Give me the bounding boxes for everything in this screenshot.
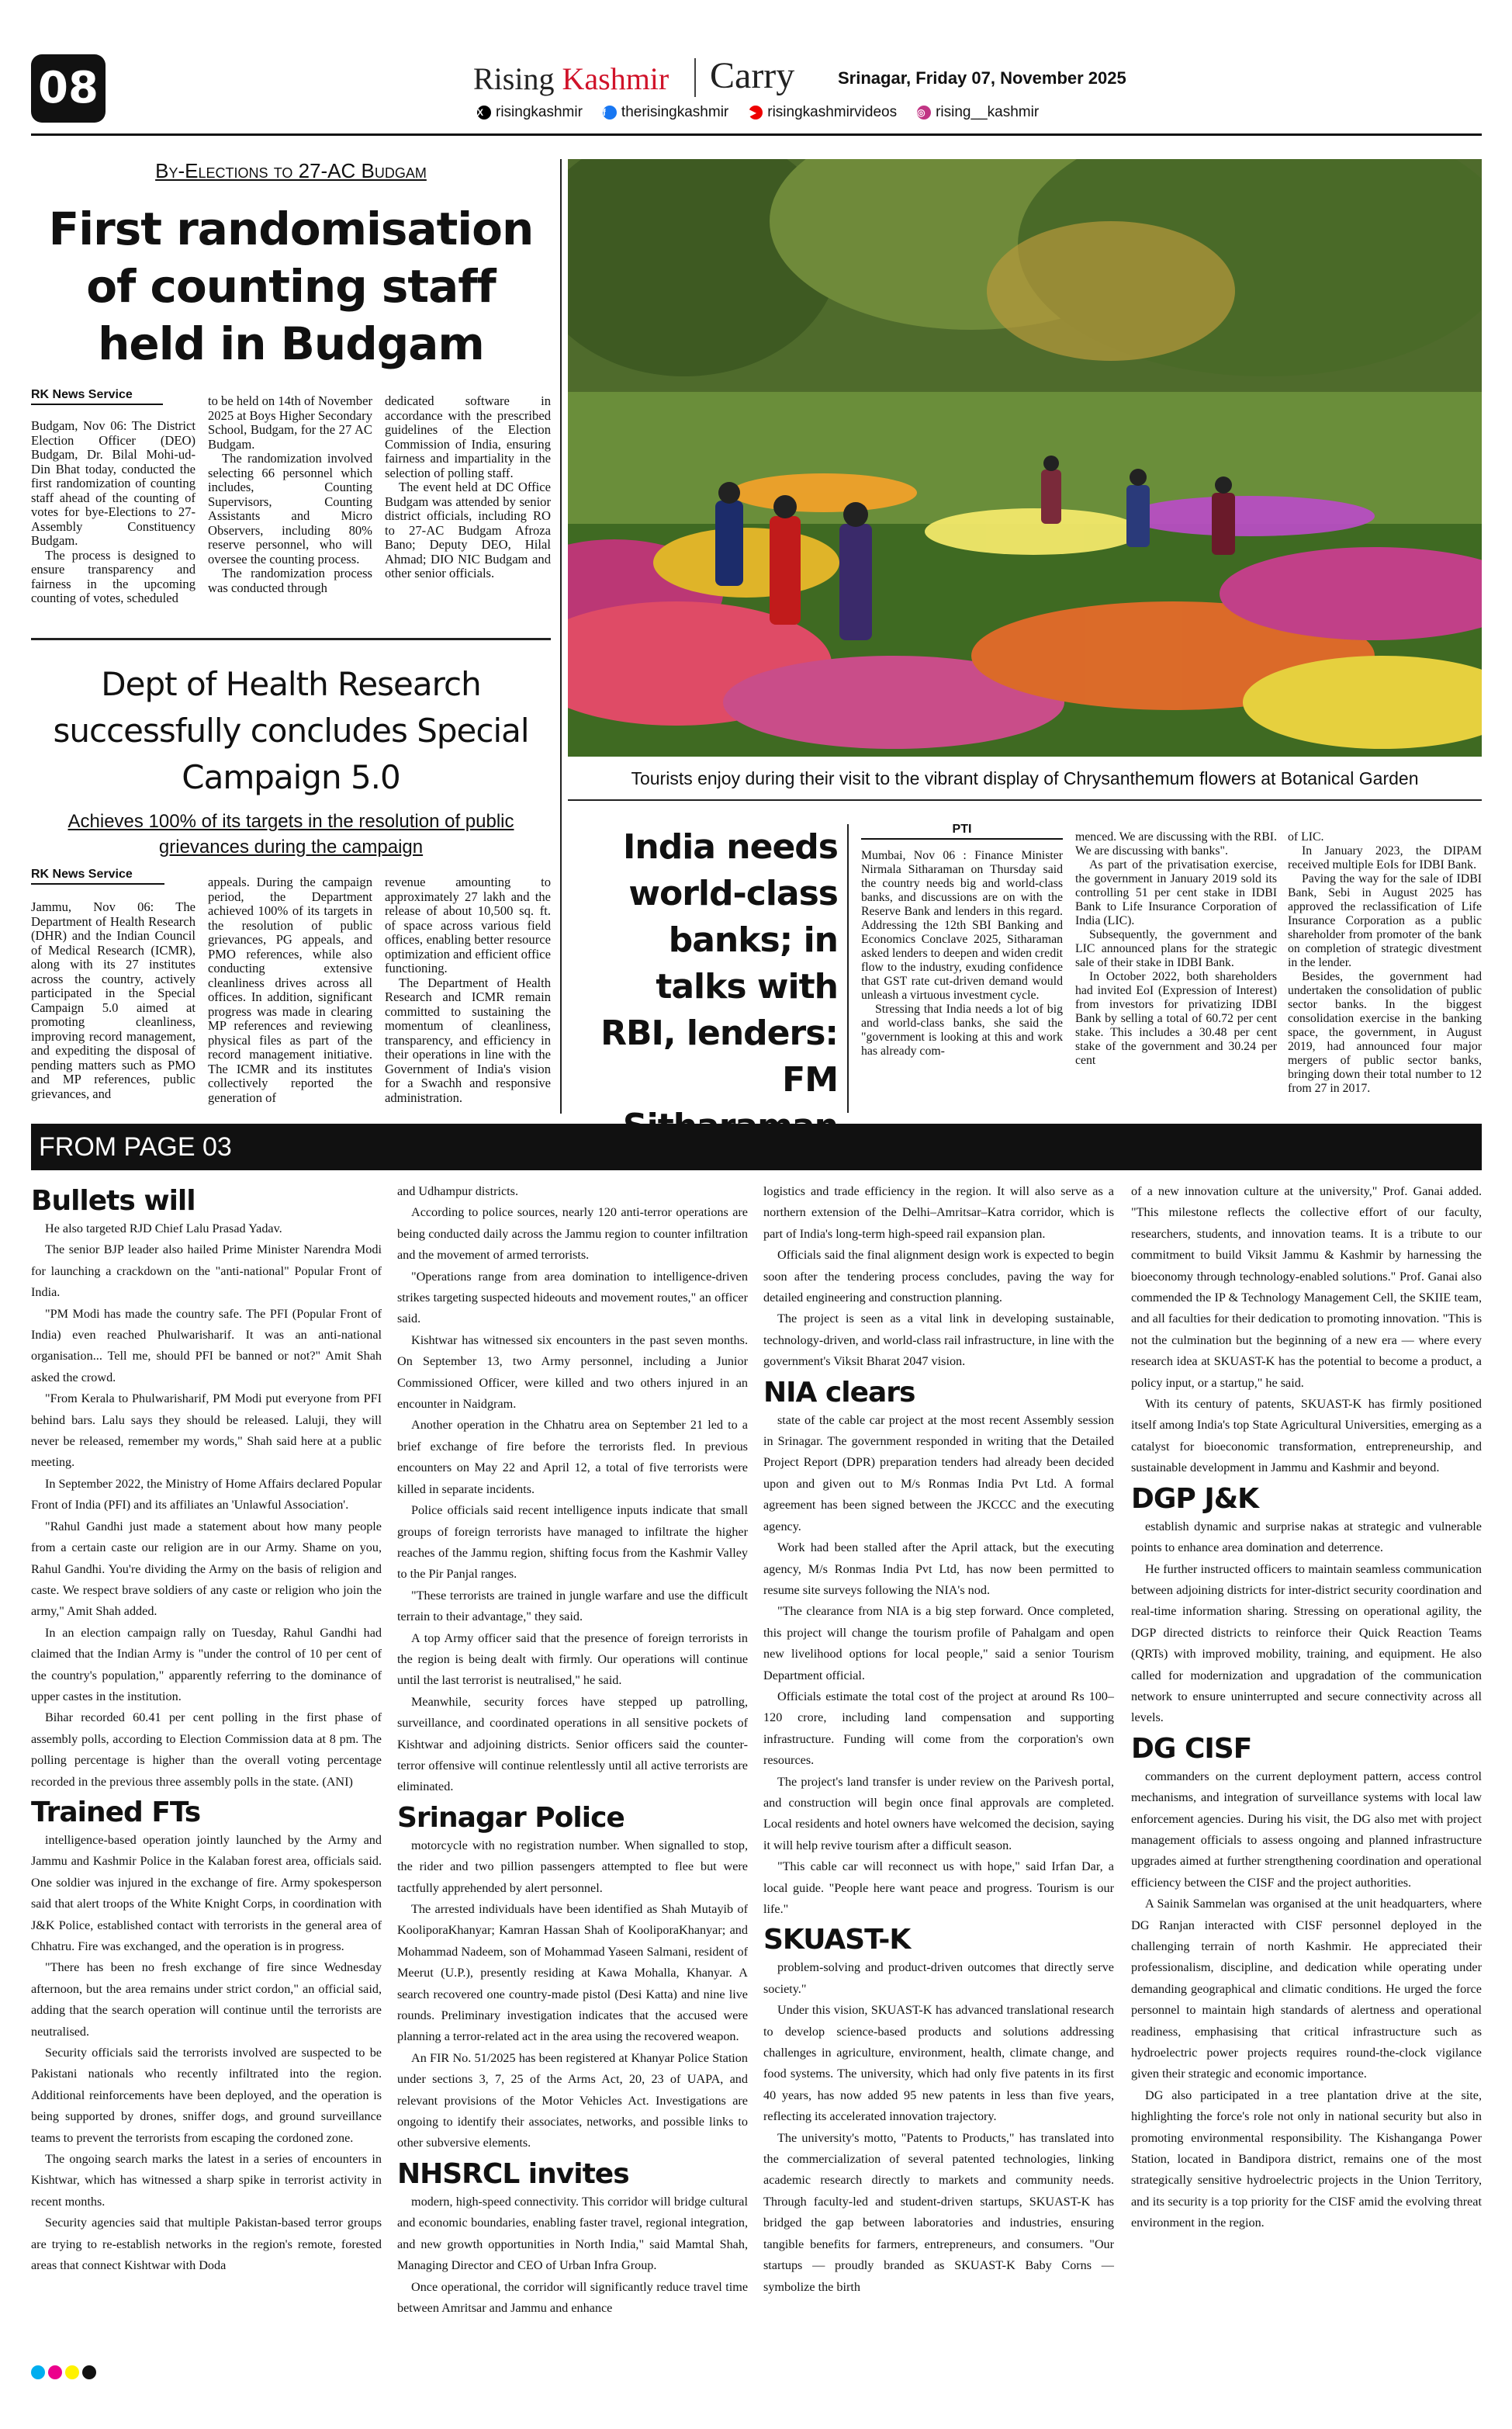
brand-word-rising: Rising (473, 61, 555, 96)
jump-column-3 (763, 1181, 1114, 2298)
jump-paragraph: Once operational, the corridor will significantly reduce travel time between Amritsar and Jammu and enhance (397, 2279, 748, 2315)
brand-word-kashmir: Kashmir (562, 61, 670, 96)
jump-paragraph: and Udhampur districts. (397, 1184, 519, 1198)
jump-paragraph: of a new innovation culture at the university," Prof. Ganai added. "This milestone reflects the collective effort of our faculty, researchers, students, and innovation teams. It is a tribute to our commitment to build Viksit Jammu & Kashmir by harnessing the bioeconomy through technology-enabled solutions." Prof. Ganai also commended the IP & Technology Management Cell, the SKIIE team, and all faculties for their dedication to promoting innovation. "This is not the culmination but the beginning of a new era — where every research idea at SKUAST-K has the potential to become a product, a policy input, or a startup," he said. (1131, 1184, 1482, 1390)
social-handles (477, 104, 1039, 121)
story3-col3 (1288, 830, 1482, 1096)
section-name: Carry (710, 55, 795, 96)
jump-paragraph: In an election campaign rally on Tuesday, Rahul Gandhi had claimed that the Indian Army is "under the control of 10 per cent of the country's population," apparently referring to the dominance of upper castes in the institution. (31, 1625, 382, 1703)
jump-headline: SKUAST-K (763, 1924, 911, 1956)
cyan-mark (31, 2365, 45, 2379)
black-mark (82, 2365, 96, 2379)
jump-headline: DG CISF (1131, 1732, 1252, 1765)
jump-paragraph: Officials estimate the total cost of the project at around Rs 100–120 crore, including land compensation and supporting infrastructure. Funding will come from the corporation's own resources. (763, 1689, 1114, 1768)
from-page-banner: FROM PAGE 03 (31, 1124, 1482, 1170)
story-divider (31, 638, 551, 640)
print-registration-strip (31, 2365, 1482, 2381)
x-icon: X (477, 106, 491, 120)
jump-paragraph: logistics and trade efficiency in the region. It will also serve as a northern extension of the Delhi–Amritsar–Katra corridor, which is part of India's long-term high-speed rail expansion plan. (763, 1184, 1114, 1241)
story1-col1 (31, 419, 195, 606)
jump-paragraph: motorcycle with no registration number. When signalled to stop, the rider and two pillion passengers attempted to flee but were tactfully apprehended by alert personnel. (397, 1838, 748, 1895)
jump-paragraph: The project is seen as a vital link in developing sustainable, technology-driven, and world-class rail infrastructure, in line with the government's Viksit Bharat 2047 vision. (763, 1312, 1114, 1369)
garden-photo (568, 159, 1482, 757)
story2-para: appeals. During the campaign period, the Department achieved 100% of its targets in the resolution of public grievances, PG appeals, and PMO references, while also conducting extensive cleanliness drives across all offices. In addition, significant progress was made in clearing MP references and reviewing physical files as part of the record management initiative. The ICMR and its institutes collectively reported the generation of (208, 875, 372, 1105)
story1-para: The process is designed to ensure transparency and fairness in the upcoming counting of votes, scheduled (31, 547, 195, 605)
story1-para: Budgam, Nov 06: The District Election Officer (DEO) Budgam, Dr. Bilal Mohi-ud-Din Bhat today, conducted the first randomization of counting staff ahead of the counting of votes for bye-Elections to 27- Assembly Constituency Budgam. (31, 418, 195, 548)
header-rule (31, 133, 1482, 136)
jump-paragraph: "These terrorists are trained in jungle warfare and use the difficult terrain to their advantage," they said. (397, 1588, 748, 1624)
story3-para: As part of the privatisation exercise, the government in January 2019 sold its controlling 51 per cent stake in IDBI Bank to Life Insurance Corporation of India (LIC). (1075, 858, 1277, 927)
jump-paragraph: DG also participated in a tree plantation drive at the site, highlighting the force's role not only in national security but also in promoting environmental responsibility. The Kishanganga Power Station, located in Bandipora district, remains one of the most strategically sensitive hydroelectric projects in the Union Territory, and its security is a top priority for the CISF amid the evolving threat environment in the region. (1131, 2088, 1482, 2230)
jump-paragraph: He further instructed officers to maintain seamless communication between adjoining districts for inter-district security coordination and real-time information sharing. Stressing on operational agility, the DGP directed districts to reinforce their Quick Reaction Teams (QRTs) with improved mobility, training, and equipment. He also called for modernization and upgradation of the communication network to ensure uninterrupted and secure connectivity across all levels. (1131, 1561, 1482, 1725)
jump-paragraph: "There has been no fresh exchange of fire since Wednesday afternoon, but the area remains under strict cordon," an official said, adding that the search operation will continue until the terrorists are neutralised. (31, 1960, 382, 2039)
jump-paragraph: The university's motto, "Patents to Products," has translated into the commercialization of several patented technologies, linking academic research directly to markets and community needs. Through faculty-led and student-driven startups, SKUAST-K has bridged the gap between laboratories and industries, ensuring tangible benefits for farmers, entrepreneurs, and consumers. "Our startups — proudly branded as SKUAST-K Baby Corns — symbolize the birth (763, 2130, 1114, 2294)
youtube-icon: ▶ (749, 106, 763, 120)
photo-caption: Tourists enjoy during their visit to the vibrant display of Chrysanthemum flowers at Botanical Garden (631, 768, 1419, 788)
story2-agency: RK News Service (31, 868, 164, 885)
story3-para: Subsequently, the government and LIC announced plans for the strategic sale of their stake in IDBI Bank. (1075, 928, 1277, 969)
jump-paragraph: "The clearance from NIA is a big step forward. Once completed, this project will change the tourism profile of Pahalgam and open new livelihood options for local people," said a senior Tourism Department official. (763, 1604, 1114, 1682)
story3-para: In January 2023, the DIPAM received multiple EoIs for IDBI Bank. (1288, 844, 1482, 871)
story2-col3 (385, 875, 551, 1105)
jump-paragraph: Kishtwar has witnessed six encounters in the past seven months. On September 13, two Army personnel, including a Junior Commissioned Officer, were killed and two others injured in an encounter in Naidgram. (397, 1332, 748, 1412)
jump-paragraph: In September 2022, the Ministry of Home Affairs declared Popular Front of India (PFI) and its affiliates an 'Unlawful Association'. (31, 1476, 382, 1512)
social-handle: risingkashmir (496, 104, 583, 120)
social-handle: therisingkashmir (621, 104, 729, 120)
story1-para: The randomization process was conducted through (208, 566, 372, 595)
jump-paragraph: intelligence-based operation jointly launched by the Army and Jammu and Kashmir Police in the Kalaban forest area, officials said. One soldier was injured in the exchange of fire. Army spokesperson said that alert troops of the White Knight Corps, in coordination with J&K Police, established contact with terrorists in the general area of Chhatru. Fire was exchanged, and the operation is in progress. (31, 1832, 382, 1953)
story1-para: to be held on 14th of November 2025 at Boys Higher Secondary School, Budgam, for the 27 AC Budgam. (208, 393, 372, 452)
story3-para: menced. We are discussing with the RBI. We are discussing with banks". (1075, 830, 1277, 858)
masthead-brand (473, 61, 669, 97)
jump-paragraph: Security agencies said that multiple Pakistan-based terror groups are trying to re-establish networks in the region's remote, forested areas that connect Kishtwar with Doda (31, 2216, 382, 2273)
jump-headline: NIA clears (763, 1376, 915, 1409)
jump-column-2 (397, 1181, 748, 2319)
story2-headline: Dept of Health Research successfully concludes Special Campaign 5.0 (53, 665, 529, 796)
story3-para: Besides, the government had undertaken the consolidation of public sector banks. In the biggest consolidation exercise in the banking space, the government, in August 2019, had announced four major mergers of public sector banks, bringing down their total number to 12 from 27 in 2017. (1288, 970, 1482, 1095)
social-handle: risingkashmirvideos (767, 104, 898, 120)
jump-headline: Srinagar Police (397, 1801, 625, 1834)
chrysanthemum-garden-image (568, 159, 1482, 757)
jump-paragraph: "Rahul Gandhi just made a statement about how many people from a certain caste our religion are in our Army. Shame on you, Rahul Gandhi. You're dividing the Army on the basis of religion and caste. We respect brave soldiers of any caste or religion who join the army," Amit Shah added. (31, 1519, 382, 1619)
story3-para: Paving the way for the sale of IDBI Bank, Sebi in August 2025 has approved the reclassification of Life Insurance Corporation as a public shareholder from promoter of the bank on completion of strategic divestment in the lender. (1288, 872, 1482, 969)
story2-para: revenue amounting to approximately 27 lakh and the release of about 10,500 sq. ft. of space across various field offices, enabling better resource optimization and efficient office functioning. (385, 875, 551, 975)
jump-paragraph: The senior BJP leader also hailed Prime Minister Narendra Modi for launching a crackdown on the "anti-national" Popular Front of India. (31, 1242, 382, 1300)
story1-agency: RK News Service (31, 388, 163, 405)
social-youtube[interactable] (749, 104, 897, 121)
jump-paragraph: With its century of patents, SKUAST-K has firmly positioned itself among India's top State Agricultural Universities, emerging as a catalyst for bioeconomic transformation, entrepreneurship, and sustainable development in Jammu and Kashmir and beyond. (1131, 1397, 1482, 1475)
story1-headline: First randomisation of counting staff held in Budgam (48, 203, 534, 370)
jump-paragraph: Security officials said the terrorists involved are suspected to be Pakistani nationals who recently infiltrated into the region. Additional reinforcements have been deployed, and the operation is being supported by drones, sniffer dogs, and ground surveillance teams to prevent the terrorists from escaping the cordoned zone. (31, 2046, 382, 2145)
jump-paragraph: establish dynamic and surprise nakas at strategic and vulnerable points to enhance area domination and deterrence. (1131, 1519, 1482, 1555)
jump-headline: Trained FTs (31, 1796, 201, 1828)
story2-col1 (31, 900, 195, 1101)
story3-headline: India needs world-class banks; in talks with RBI, lenders: FM (600, 827, 838, 1100)
jump-paragraph: problem-solving and product-driven outcomes that directly serve society." (763, 1960, 1114, 1996)
social-instagram[interactable] (917, 104, 1039, 121)
instagram-icon: ◎ (917, 106, 931, 120)
jump-paragraph: The project's land transfer is under review on the Parivesh portal, and construction will begin once final approvals are completed. Local residents and hotel owners have welcomed the decision, saying it will help revive tourism after a difficult season. (763, 1774, 1114, 1852)
jump-paragraph: Bihar recorded 60.41 per cent polling in the first phase of assembly polls, according to Election Commission data at 8 pm. The polling percentage is higher than the overall voting percentage recorded in the previous three assembly polls in the state. (ANI) (31, 1710, 382, 1789)
story2-col2 (208, 875, 372, 1105)
jump-paragraph: commanders on the current deployment pattern, access control mechanisms, and integration of surveillance systems with local law enforcement agencies. During his visit, the DG also met with project management officials to assess ongoing and planned infrastructure upgrades aimed at further strengthening coordination and operational efficiency between the CISF and the project authorities. (1131, 1769, 1482, 1890)
jump-column-1 (31, 1181, 382, 2277)
story1-col2 (208, 394, 372, 595)
jump-column-4 (1131, 1181, 1482, 2234)
story3-col2 (1075, 830, 1277, 1068)
jump-paragraph: Under this vision, SKUAST-K has advanced translational research to develop science-based products and solutions addressing challenges in agriculture, environment, health, climate change, and food systems. The university, which had only five patents in its first 40 years, has now added 95 new patents in less than five years, reflecting its accelerated innovation trajectory. (763, 2003, 1114, 2124)
jump-paragraph: Work had been stalled after the April attack, but the executing agency, M/s Ronmas India Pvt Ltd, has now been permitted to resume site surveys following the NIA's nod. (763, 1540, 1114, 1597)
story2-para: Jammu, Nov 06: The Department of Health Research (DHR) and the Indian Council of Medical Research (ICMR), along with its 27 institutes across the country, actively participated in the Special Campaign 5.0 aimed at promoting cleanliness, improving record management, and expediting the disposal of pending matters such as PMO and MP references, public grievances, and (31, 899, 195, 1101)
story1-col3 (385, 394, 551, 581)
jump-paragraph: state of the cable car project at the most recent Assembly session in Srinagar. The government responded in writing that the Detailed Project Report (DPR) preparation tenders had already been decided upon and given out to M/s Ronmas India Pvt Ltd. A formal agreement has been signed between the JKCCC and the executing agency. (763, 1412, 1114, 1533)
jump-paragraph: A top Army officer said that the presence of foreign terrorists in the region is being dealt with firmly. Our operations will continue until the last terrorist is neutralised," he said. (397, 1630, 748, 1688)
page-number: 08 (31, 54, 106, 123)
story1-para: The randomization involved selecting 66 personnel which includes, Counting Supervisors, Counting Assistants and Micro Observers, including 80% reserve personnel, who will oversee the counting process. (208, 451, 372, 567)
jump-paragraph: He also targeted RJD Chief Lalu Prasad Yadav. (45, 1221, 282, 1235)
column-divider (847, 824, 849, 1113)
magenta-mark (48, 2365, 62, 2379)
story3-para: In October 2022, both shareholders had invited EoI (Expression of Interest) from investors for privatizing IDBI Bank by selling a total of 60.72 per cent stake. This includes a 30.48 per cent stake of the government and 30.24 per cent (1075, 970, 1277, 1067)
story2-subhead: Achieves 100% of its targets in the resolution of public grievances during the campaign (67, 811, 514, 858)
dateline: Srinagar, Friday 07, November 2025 (838, 68, 1126, 88)
social-x[interactable] (477, 104, 583, 121)
jump-paragraph: The ongoing search marks the latest in a series of encounters in Kishtwar, which has witnessed a sharp spike in terrorist activity in recent months. (31, 2152, 382, 2209)
masthead-divider (694, 58, 696, 97)
facebook-icon: f (603, 106, 617, 120)
story2-para: The Department of Health Research and ICMR remain committed to sustaining the momentum of cleanliness, transparency, and efficiency in their operations in line with the Government of India's vision for a Swachh and responsive administration. (385, 975, 551, 1105)
jump-paragraph: Meanwhile, security forces have stepped up patrolling, surveillance, and coordinated operations in all sensitive pockets of Kishtwar and adjoining districts. Senior officers said the counter-terror offensive will continue relentlessly until all active terrorists are eliminated. (397, 1694, 748, 1794)
yellow-mark (65, 2365, 79, 2379)
story3-para: Mumbai, Nov 06 : Finance Minister Nirmala Sitharaman on Thursday said the country needs big and world-class banks, and discussions are on with the Reserve Bank and lenders in this regard. Addressing the 12th SBI Banking and Economics Conclave 2025, Sitharaman asked lenders to deepen and widen credit flow to the industry, exuding confidence that GST rate cut-driven demand would unleash a virtuous investment cycle. (861, 849, 1063, 1002)
jump-paragraph: A Sainik Sammelan was organised at the unit headquarters, where DG Ranjan interacted with CISF personnel deployed in the challenging terrain of north Kashmir. He appreciated their professionalism, discipline, and dedication while operating under demanding geographical and climatic conditions. He urged the force personnel to maintain high standards of alertness and operational readiness, emphasising that critical infrastructure such as hydroelectric power projects requires round-the-clock vigilance given their strategic and economic importance. (1131, 1897, 1482, 2081)
jump-paragraph: Officials said the final alignment design work is expected to begin soon after the tendering process concludes, paving the way for detailed engineering and construction planning. (763, 1248, 1114, 1305)
jump-paragraph: "PM Modi has made the country safe. The PFI (Popular Front of India) even reached Phulwarisharif. It was an anti-national organisation... Tell me, should PFI be banned or not?" Amit Shah asked the crowd. (31, 1306, 382, 1384)
story1-para: dedicated software in accordance with the prescribed guidelines of the Election Commission of India, ensuring fairness and impartiality in the selection of polling staff. (385, 393, 551, 480)
jump-paragraph: "Operations range from area domination to intelligence-driven strikes targeting suspected hideouts and movement routes," an officer said. (397, 1269, 748, 1326)
story3-para: Stressing that India needs a lot of big and world-class banks, she said the "government is looking at this and work has already com- (861, 1003, 1063, 1058)
jump-headline: DGP J&K (1131, 1482, 1259, 1515)
column-divider (560, 159, 562, 1114)
jump-paragraph: The arrested individuals have been identified as Shah Mutayib of KooliporaKhanyar; Kamran Hassan Shah of KooliporaKhanyar; and Mohammad Nadeem, son of Mohammad Yaseen Salmani, resident of Meerut (U.P.), presently residing at Kawa Mohalla, Khanyar. A search recovered one country-made pistol (Desi Katta) and nine live rounds. Preliminary investigation indicates that the accused were planning a terror-related act in the area using the recovered weapon. (397, 1902, 748, 2044)
story3-para: of LIC. (1288, 830, 1324, 844)
photo-rule (568, 799, 1482, 801)
social-handle: rising__kashmir (936, 104, 1040, 120)
story1-para: The event held at DC Office Budgam was attended by senior district officials, including RO to 27-AC Budgam Afroza Bano; Deputy DEO, Hilal Ahmad; DIO NIC Budgam and other senior officials. (385, 480, 551, 580)
story1-kicker: By-Elections to 27-AC Budgam (155, 159, 427, 182)
jump-paragraph: According to police sources, nearly 120 anti-terror operations are being conducted daily across the Jammu region to counter infiltration and the movement of armed terrorists. (397, 1205, 748, 1263)
jump-paragraph: An FIR No. 51/2025 has been registered at Khanyar Police Station under sections 3, 7, 25 of the Arms Act, 20, 23 of UAPA, and relevant provisions of the Motor Vehicles Act. Investigations are ongoing to identify their associates, networks, and possible links to other subversive elements. (397, 2050, 748, 2150)
story3-agency: PTI (861, 823, 1063, 840)
jump-paragraph: modern, high-speed connectivity. This corridor will bridge cultural and economic boundaries, enabling faster travel, regional integration, and new growth opportunities in North India," said Mamtal Shah, Managing Director and CEO of Urban Infra Group. (397, 2194, 748, 2273)
jump-headline: Bullets will (31, 1185, 195, 1217)
jump-paragraph: Another operation in the Chhatru area on September 21 led to a brief exchange of fire before the terrorists fled. In previous encounters on May 22 and April 12, a total of five terrorists were killed in separate incidents. (397, 1418, 748, 1496)
jump-paragraph: "From Kerala to Phulwarisharif, PM Modi put everyone from PFI behind bars. Lalu says they should be released. Laluji, they will never be released, remember my words," Shah said here at a public meeting. (31, 1391, 382, 1470)
social-facebook[interactable] (603, 104, 728, 121)
jump-paragraph: Police officials said recent intelligence inputs indicate that small groups of foreign terrorists have managed to infiltrate the higher reaches of the Jammu region, shifting focus from the Kashmir Valley to the Pir Panjal ranges. (397, 1503, 748, 1582)
jump-headline: NHSRCL invites (397, 2157, 629, 2190)
story3-col1 (861, 849, 1063, 1059)
jump-paragraph: "This cable car will reconnect us with hope," said Irfan Dar, a local guide. "People here want peace and progress. Tourism is our life." (763, 1859, 1114, 1916)
